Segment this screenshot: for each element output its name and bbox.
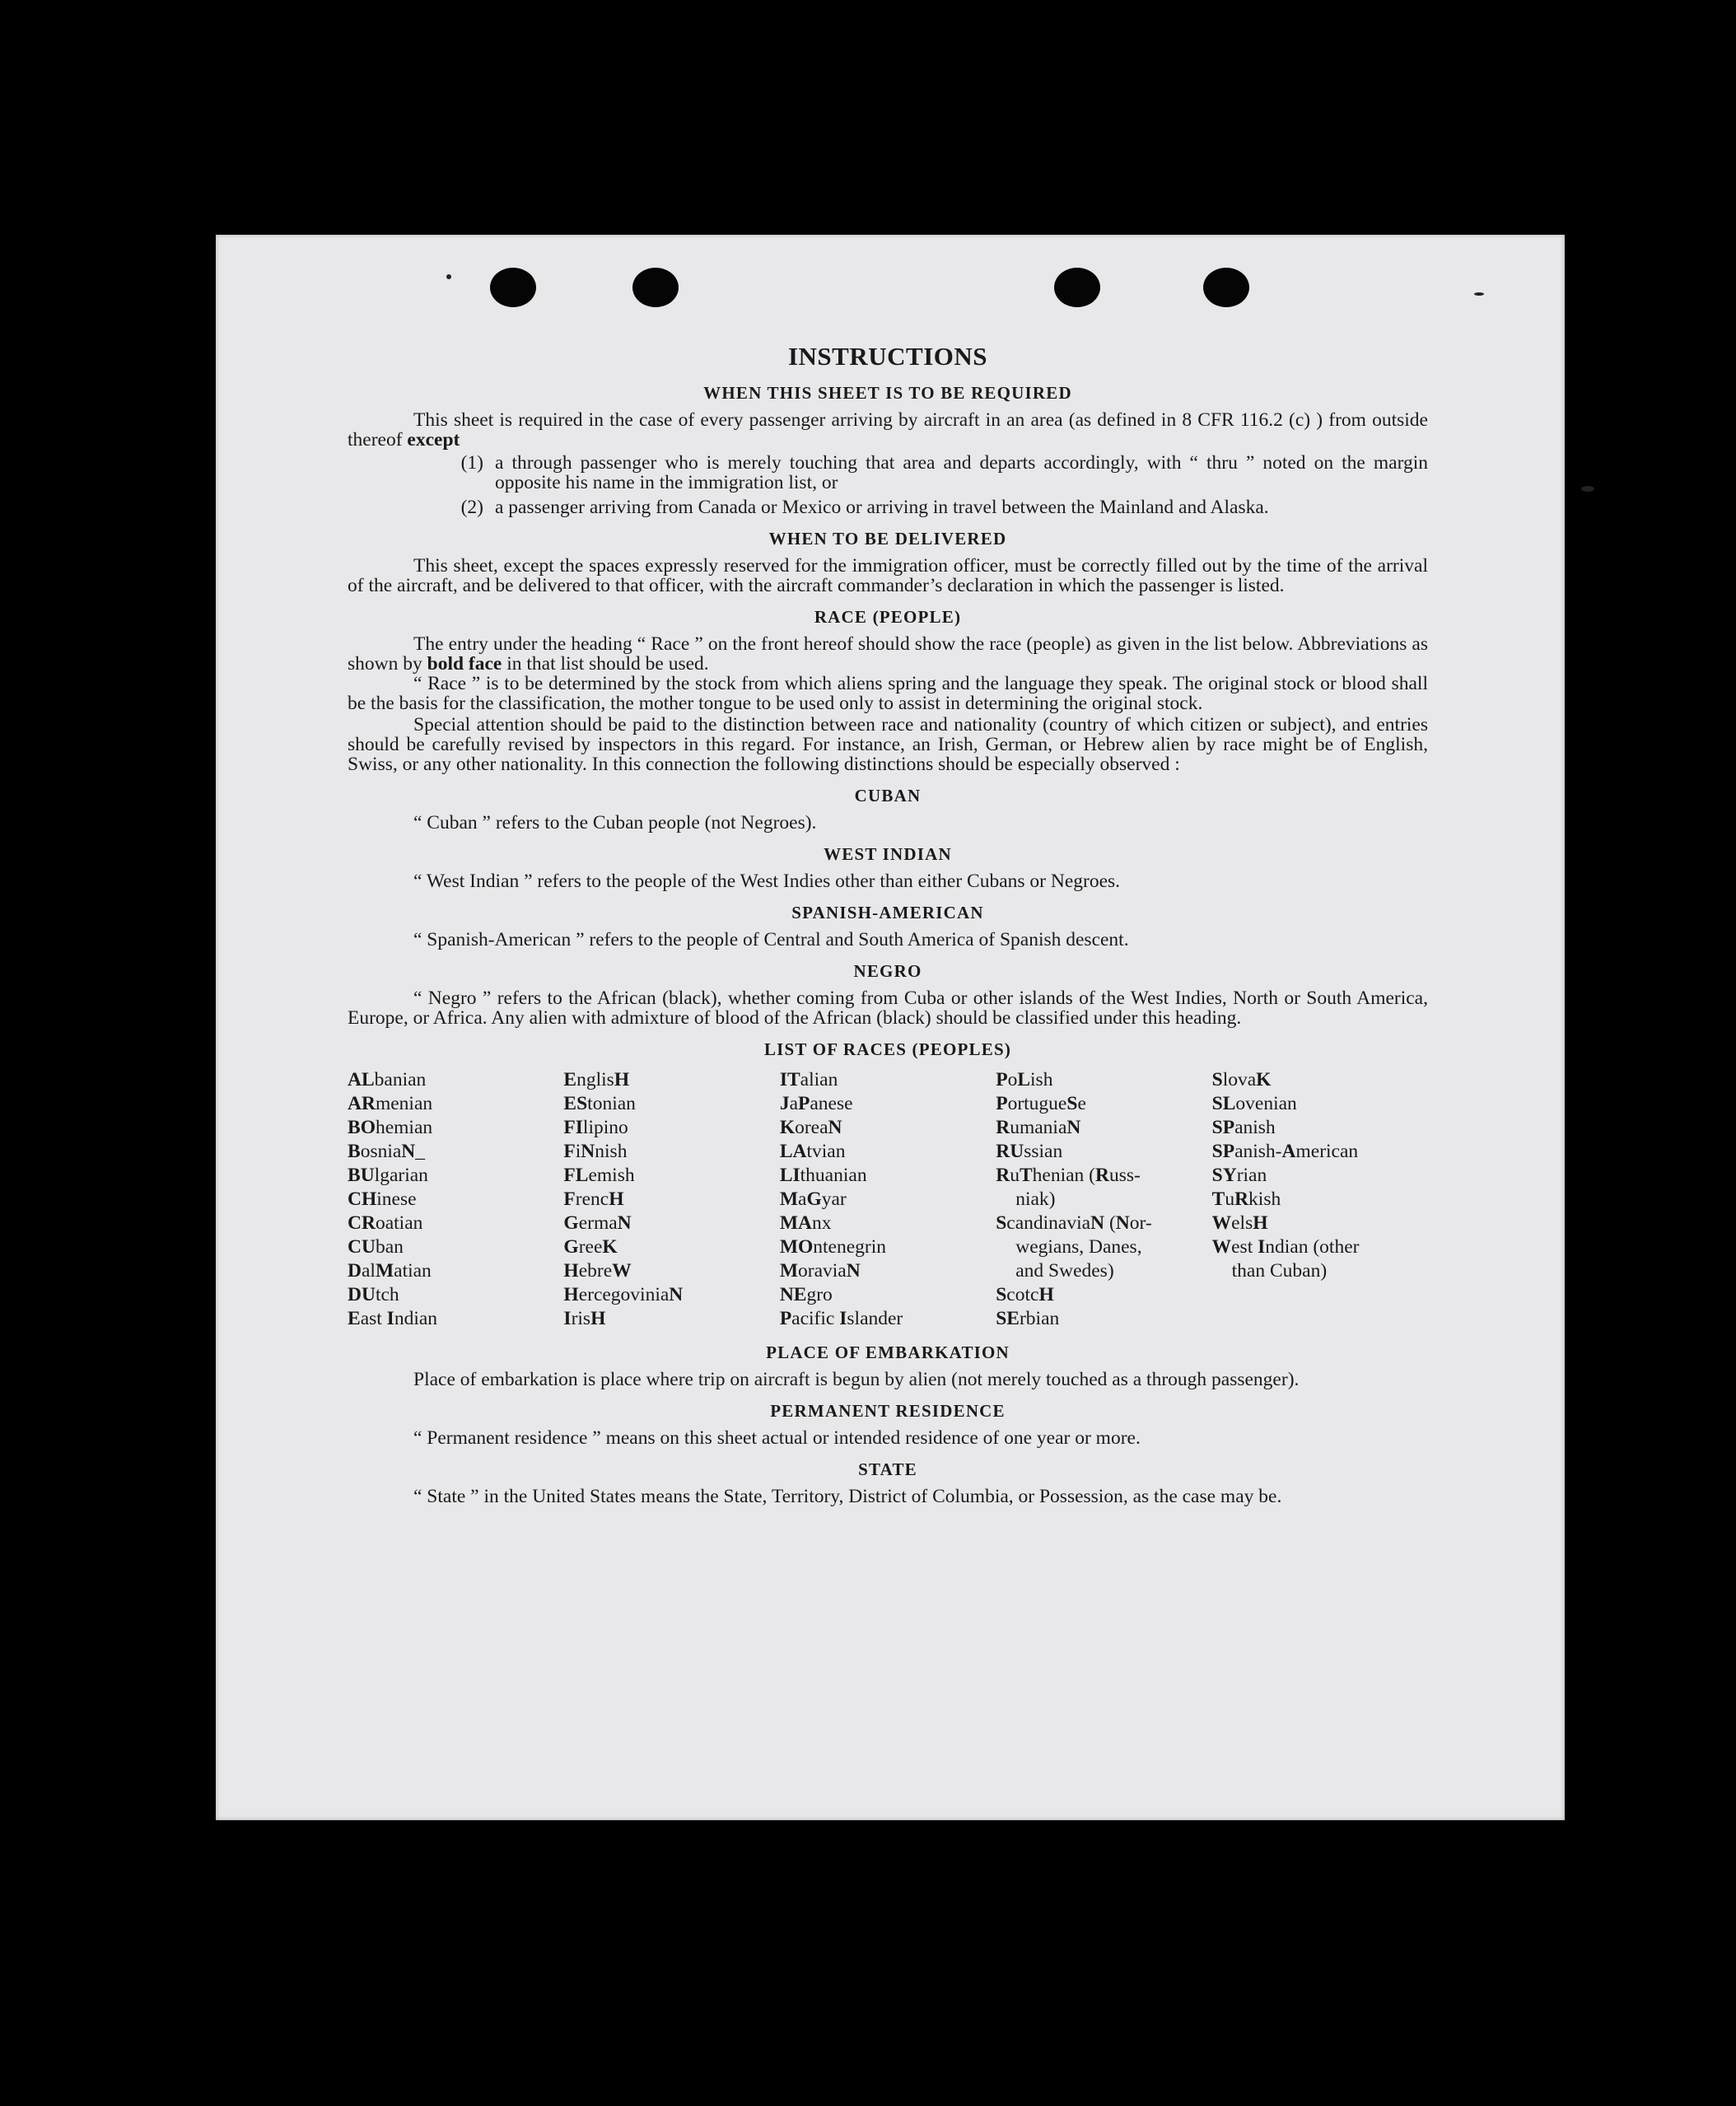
list-item: (1) a through passenger who is merely touching that area and departs accordingly, with “ thru ” noted on the margin opposite his name in the immigration list, or: [460, 452, 1428, 493]
section-heading: LIST OF RACES (PEOPLES): [763, 1039, 1012, 1059]
race-entry: ITalian: [779, 1069, 838, 1090]
race-entry: SErbian: [996, 1308, 1060, 1329]
paragraph: “ Cuban ” refers to the Cuban people (not Negroes).: [413, 812, 817, 834]
race-entry: CUban: [348, 1236, 404, 1258]
race-column: [563, 1068, 779, 1331]
paragraph: This sheet is required in the case of every passenger arriving by aircraft in an area (as defined in 8 CFR 116.2 (c) ) from outside thereof except: [348, 409, 1428, 451]
race-entry: IrisH: [563, 1308, 606, 1329]
paragraph: “ Spanish-American ” refers to the people of Central and South America of Spanish descent.: [413, 929, 1129, 950]
section-heading: NEGRO: [853, 961, 922, 981]
section-heading: PERMANENT RESIDENCE: [770, 1401, 1006, 1421]
bold-term: except: [407, 429, 460, 451]
race-entry: RUssian: [996, 1141, 1063, 1162]
race-entry: PoLish: [996, 1069, 1053, 1090]
paragraph: Place of embarkation is place where trip on aircraft is begun by alien (not merely touched as a through passenger).: [413, 1369, 1300, 1390]
paragraph: “ West Indian ” refers to the people of the West Indies other than either Cubans or Negroes.: [413, 871, 1121, 892]
race-entry: MAnx: [779, 1212, 832, 1234]
section-heading: WHEN TO BE DELIVERED: [768, 529, 1007, 549]
race-entry: GreeK: [563, 1236, 618, 1258]
page-title: INSTRUCTIONS: [787, 342, 987, 371]
race-entry: NEgro: [779, 1284, 833, 1305]
race-entry: SPanish: [1211, 1117, 1276, 1138]
race-entry: ScotcH: [996, 1284, 1054, 1305]
race-entry: FiNnish: [563, 1141, 628, 1162]
document-body: [216, 235, 1565, 1820]
race-entry: ARmenian: [348, 1093, 433, 1114]
race-entry: SLovenian: [1211, 1093, 1297, 1114]
race-entry: CRoatian: [348, 1212, 423, 1234]
race-entry: ALbanian: [348, 1069, 427, 1090]
race-entry: WelsH: [1211, 1212, 1268, 1234]
race-entry: RumaniaN: [996, 1117, 1081, 1138]
race-entry: GermaN: [563, 1212, 632, 1234]
race-entry: LAtvian: [779, 1141, 846, 1162]
section-heading: RACE (PEOPLE): [814, 607, 962, 627]
race-entry: RuThenian (Russ-: [996, 1165, 1141, 1186]
paragraph: “ Permanent residence ” means on this sheet actual or intended residence of one year or more.: [413, 1427, 1141, 1449]
race-list: [348, 1068, 1428, 1331]
list-item: (2) a passenger arriving from Canada or Mexico or arriving in travel between the Mainland and Alaska.: [460, 497, 1269, 518]
race-entry: HebreW: [563, 1260, 632, 1282]
instructions-content: [348, 342, 1428, 1506]
race-entry: DUtch: [348, 1284, 399, 1305]
race-entry: BOhemian: [348, 1117, 433, 1138]
race-entry: TuRkish: [1211, 1188, 1281, 1210]
race-entry: than Cuban): [1231, 1260, 1328, 1282]
race-entry: FrencH: [563, 1188, 624, 1210]
race-entry: SlovaK: [1211, 1069, 1272, 1090]
race-entry: EnglisH: [563, 1069, 630, 1090]
race-entry: MoraviaN: [779, 1260, 861, 1282]
race-entry: MaGyar: [779, 1188, 847, 1210]
paragraph: “ Race ” is to be determined by the stock from which aliens spring and the language they speak. The original stock or blood shall be the basis for the classification, the mother tongue to be used only to assist in determining the original stock.: [348, 673, 1428, 714]
race-entry: wegians, Danes,: [1015, 1236, 1142, 1258]
bold-term: bold face: [427, 653, 502, 675]
race-entry: niak): [1015, 1188, 1056, 1210]
race-column: [348, 1068, 563, 1331]
race-entry: KoreaN: [779, 1117, 842, 1138]
race-entry: EStonian: [563, 1093, 636, 1114]
paragraph: “ Negro ” refers to the African (black), whether coming from Cuba or other islands of the West Indies, North or South America, Europe, or Africa. Any alien with admixture of blood of the African (black) should be classified under this heading.: [348, 988, 1428, 1029]
race-entry: HercegoviniaN: [563, 1284, 684, 1305]
race-entry: JaPanese: [779, 1093, 853, 1114]
race-entry: ScandinaviaN (Nor-: [996, 1212, 1152, 1234]
race-entry: West Indian (other: [1211, 1236, 1360, 1258]
race-entry: PortugueSe: [996, 1093, 1086, 1114]
race-column: [780, 1068, 996, 1331]
race-entry: SYrian: [1211, 1165, 1267, 1186]
scan-speck: [1581, 486, 1594, 492]
race-entry: CHinese: [348, 1188, 417, 1210]
section-heading: STATE: [858, 1459, 917, 1479]
race-entry: BUlgarian: [348, 1165, 428, 1186]
section-heading: WHEN THIS SHEET IS TO BE REQUIRED: [703, 383, 1072, 403]
race-entry: SPanish-American: [1211, 1141, 1359, 1162]
section-heading: WEST INDIAN: [824, 844, 952, 864]
section-heading: PLACE OF EMBARKATION: [766, 1343, 1010, 1362]
race-entry: Pacific Islander: [779, 1308, 903, 1329]
race-entry: DalMatian: [348, 1260, 432, 1282]
race-entry: East Indian: [348, 1308, 438, 1329]
race-entry: LIthuanian: [779, 1165, 867, 1186]
race-entry: FLemish: [563, 1165, 635, 1186]
paragraph: Special attention should be paid to the distinction between race and nationality (country of which citizen or subject), and entries should be carefully revised by inspectors in this regard. For instance, an Irish, German, or Hebrew alien by race might be of English, Swiss, or any other nationality. In this connection the following distinctions should be especially observed :: [348, 714, 1428, 775]
section-heading: CUBAN: [854, 786, 922, 806]
paragraph: “ State ” in the United States means the State, Territory, District of Columbia, or Possession, as the case may be.: [413, 1486, 1282, 1507]
race-column: [996, 1068, 1211, 1331]
paragraph: The entry under the heading “ Race ” on the front hereof should show the race (people) as given in the list below. Abbreviations as shown by bold face in that list should be used.: [348, 633, 1428, 675]
race-entry: BosniaN_: [348, 1141, 426, 1162]
race-entry: FIlipino: [563, 1117, 628, 1138]
race-column: [1212, 1068, 1428, 1331]
paragraph: This sheet, except the spaces expressly reserved for the immigration officer, must be correctly filled out by the time of the arrival of the aircraft, and be delivered to that officer, with the aircraft commander’s declaration in which the passenger is listed.: [348, 555, 1428, 596]
race-entry: and Swedes): [1015, 1260, 1114, 1282]
race-entry: MOntenegrin: [779, 1236, 887, 1258]
section-heading: SPANISH-AMERICAN: [791, 903, 984, 922]
